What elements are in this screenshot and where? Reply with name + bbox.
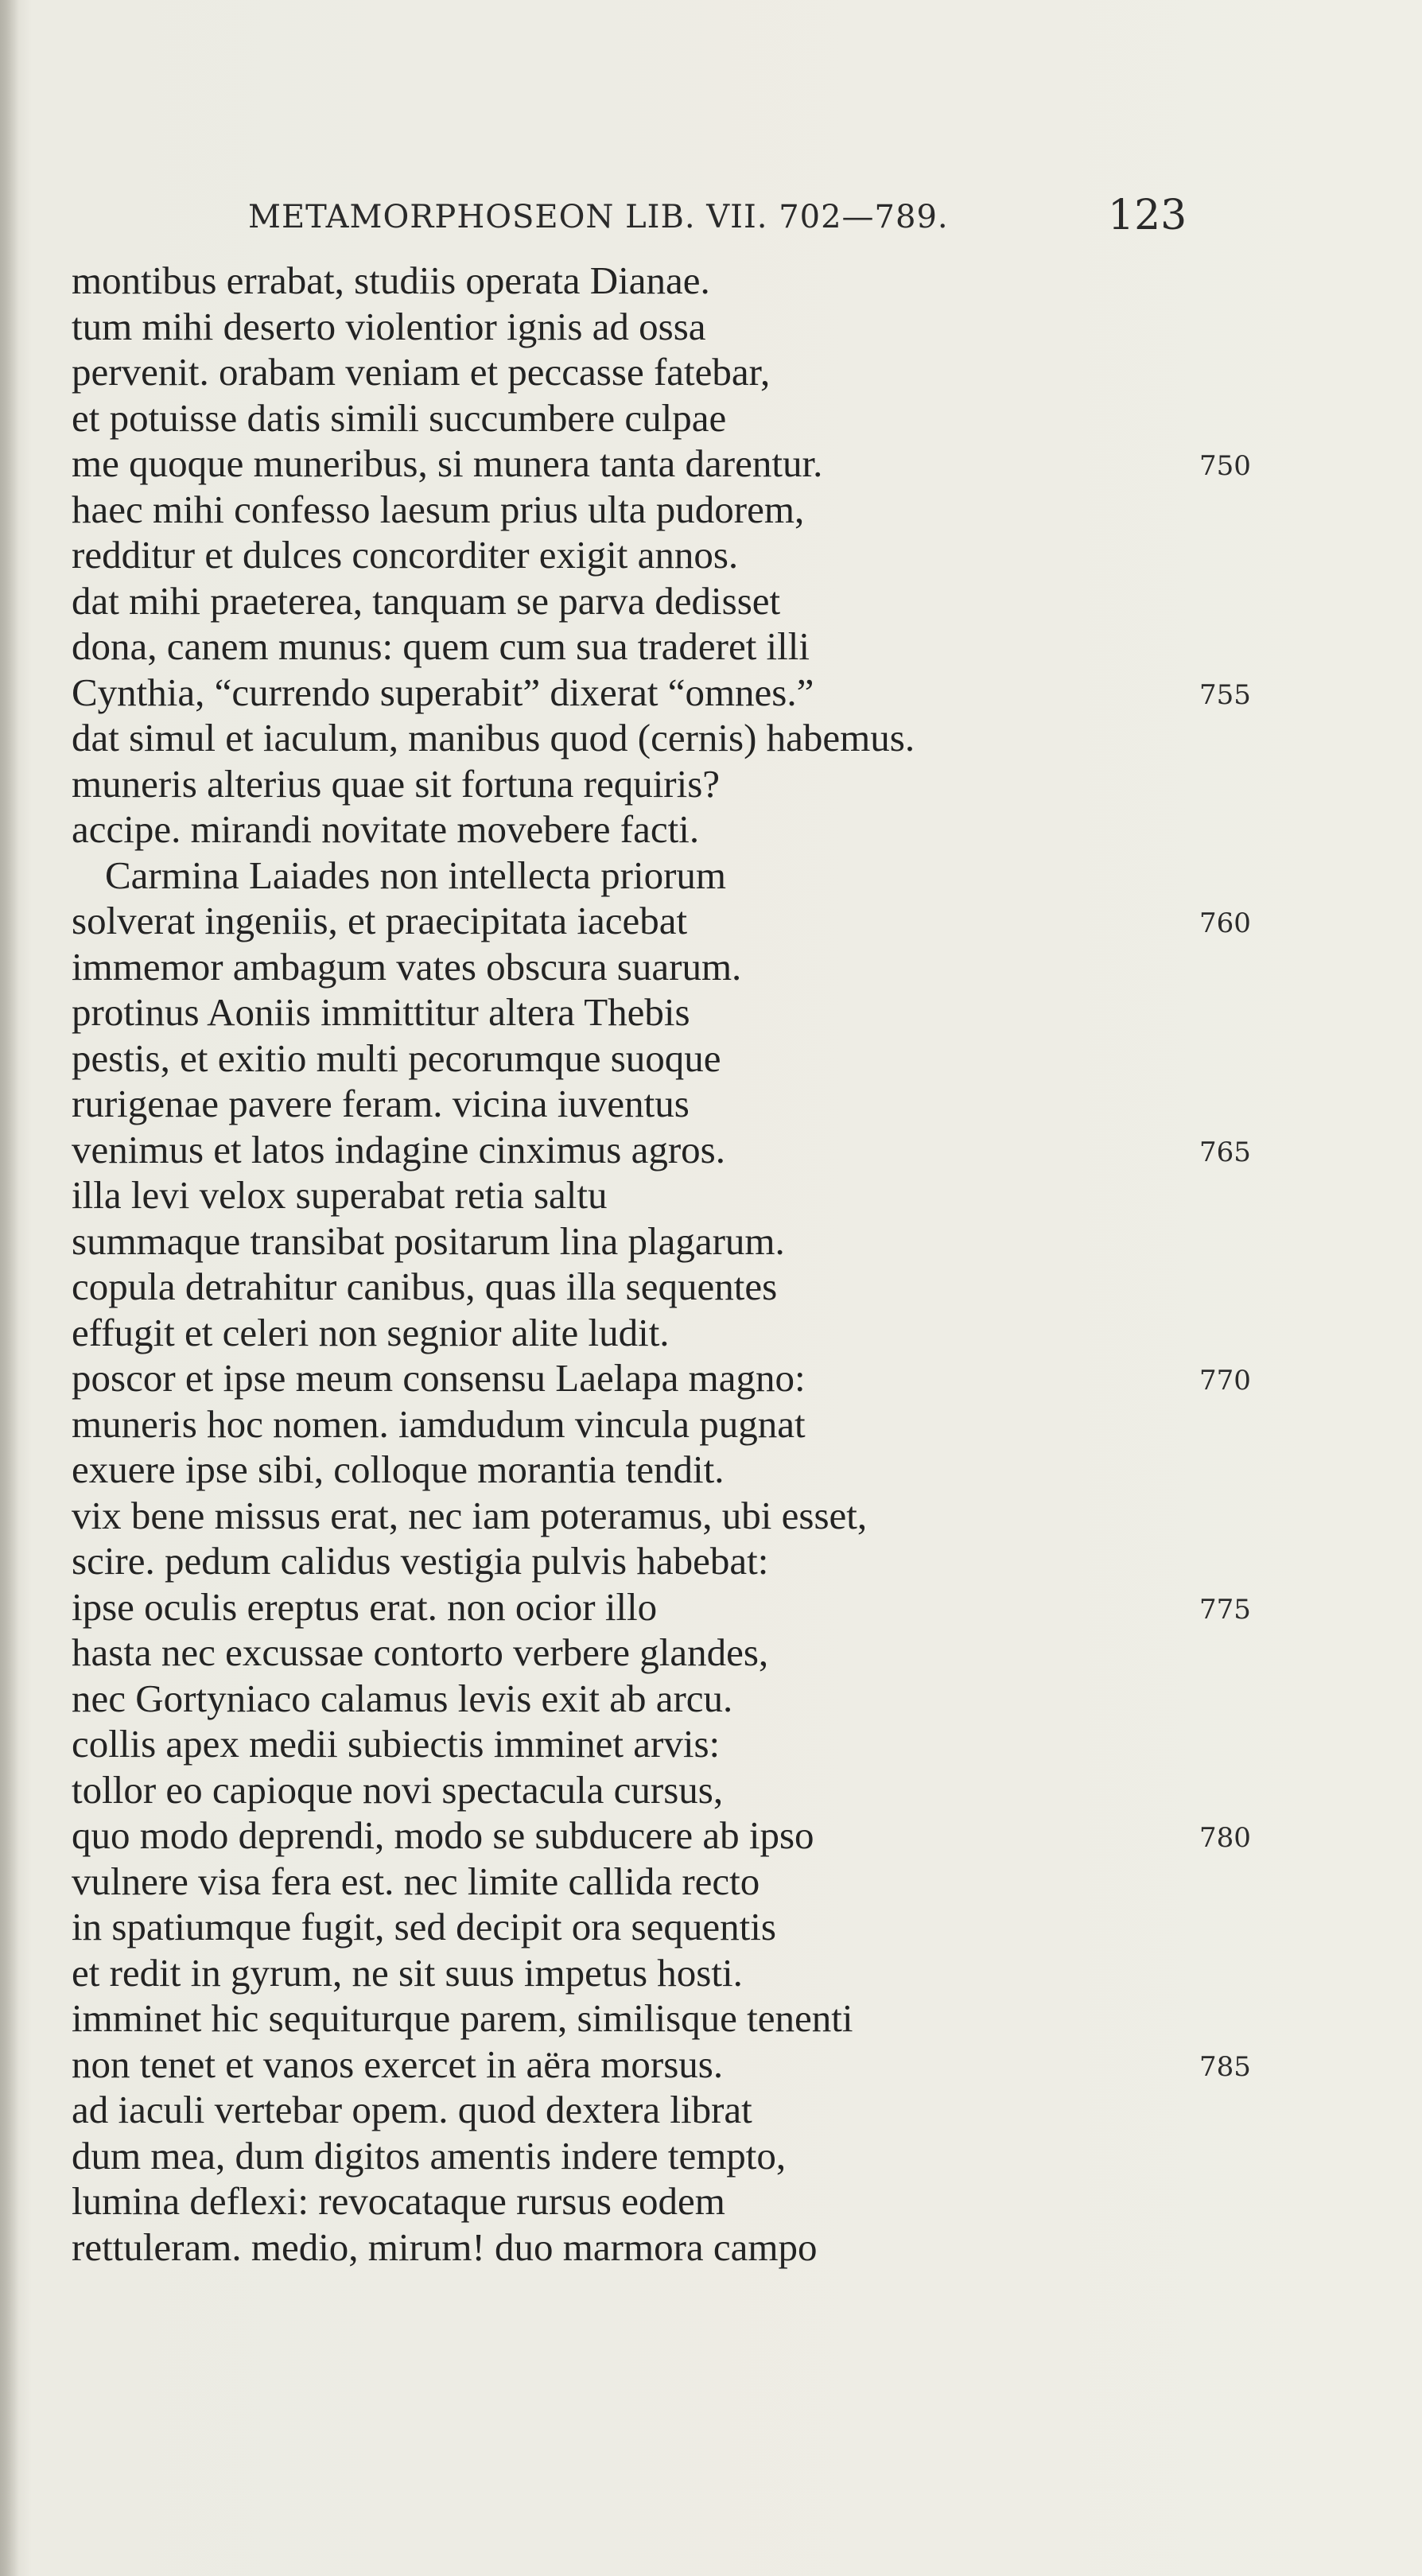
verse-line <box>72 1538 1249 1584</box>
line-number: 770 <box>1199 1365 1251 1397</box>
page-number: 123 <box>1108 192 1187 239</box>
verse-line <box>72 624 1249 670</box>
verse-text: muneris alterius quae sit fortuna requiris? <box>72 761 721 806</box>
gutter-shadow <box>0 0 19 2576</box>
verse-text: non tenet et vanos exercet in aëra morsus. <box>72 2042 724 2086</box>
verse-text: immemor ambagum vates obscura suarum. <box>72 944 742 989</box>
verse-line <box>72 441 1249 487</box>
verse-line-indented <box>72 853 1249 899</box>
verse-line <box>72 2178 1249 2224</box>
verse-line <box>72 1995 1249 2042</box>
verse-text: summaque transibat positarum lina plagarum. <box>72 1218 785 1263</box>
verse-text: rurigenae pavere feram. vicina iuventus <box>72 1082 690 1125</box>
page-header <box>0 189 1422 245</box>
verse-line <box>72 349 1249 395</box>
verse-line <box>72 578 1249 624</box>
verse-text: vix bene missus erat, nec iam poteramus, ubi esset, <box>72 1493 868 1537</box>
verse-line <box>72 1035 1249 1082</box>
verse-text: et potuisse datis simili succumbere culpae <box>72 395 727 440</box>
verse-text: nec Gortyniaco calamus levis exit ab arcu. <box>72 1676 733 1720</box>
verse-line <box>72 1904 1249 1950</box>
verse-line <box>72 1127 1249 1173</box>
verse-line <box>72 898 1249 944</box>
verse-line <box>72 1721 1249 1767</box>
verse-text: lumina deflexi: revocataque rursus eodem <box>72 2179 725 2223</box>
line-number: 780 <box>1199 1822 1251 1854</box>
verse-line <box>72 989 1249 1035</box>
verse-line <box>72 1355 1249 1401</box>
verse-line <box>72 2224 1249 2271</box>
verse-line <box>72 532 1249 578</box>
verse-text: copula detrahitur canibus, quas illa sequentes <box>72 1265 778 1308</box>
verse-text: exuere ipse sibi, colloque morantia tendit. <box>72 1447 725 1491</box>
verse-line <box>72 1767 1249 1813</box>
verse-line <box>72 487 1249 533</box>
verse-line <box>72 1218 1249 1265</box>
verse-line <box>72 1310 1249 1356</box>
verse-line <box>72 715 1249 761</box>
verse-line <box>72 806 1249 853</box>
verse-line <box>72 1081 1249 1127</box>
verse-line <box>72 1813 1249 1859</box>
verse-text: tum mihi deserto violentior ignis ad ossa <box>72 304 706 348</box>
verse-line <box>72 395 1249 441</box>
verse-line <box>72 2087 1249 2133</box>
verse-text: collis apex medii subiectis imminet arvis: <box>72 1722 721 1766</box>
verse-text: haec mihi confesso laesum prius ulta pudorem, <box>72 487 805 531</box>
verse-text: ad iaculi vertebar opem. quod dextera librat <box>72 2088 752 2131</box>
verse-text: hasta nec excussae contorto verbere glandes, <box>72 1630 769 1674</box>
verse-line <box>72 670 1249 716</box>
verse-text: dat simul et iaculum, manibus quod (cernis) habemus. <box>72 716 915 760</box>
verse-line <box>72 1859 1249 1905</box>
verse-text: dona, canem munus: quem cum sua traderet illi <box>72 624 810 668</box>
verse-text: effugit et celeri non segnior alite ludit. <box>72 1310 670 1354</box>
verse-line <box>72 1447 1249 1493</box>
running-head: METAMORPHOSEON LIB. VII. 702—789. <box>248 199 949 235</box>
verse-text: redditur et dulces concorditer exigit annos. <box>72 533 739 577</box>
verse-line <box>72 1401 1249 1447</box>
verse-line <box>72 258 1249 304</box>
line-number: 785 <box>1199 2050 1251 2083</box>
verse-text: scire. pedum calidus vestigia pulvis habebat: <box>72 1539 769 1583</box>
verse-text: accipe. mirandi novitate movebere facti. <box>72 807 700 851</box>
verse-text: dum mea, dum digitos amentis indere tempto, <box>72 2133 787 2178</box>
line-number: 750 <box>1199 450 1251 482</box>
verse-text: pestis, et exitio multi pecorumque suoque <box>72 1035 721 1080</box>
verse-text: montibus errabat, studiis operata Dianae. <box>72 258 710 302</box>
verse-text: poscor et ipse meum consensu Laelapa magno: <box>72 1356 806 1400</box>
verse-text: Cynthia, “currendo superabit” dixerat “omnes.” <box>72 670 814 714</box>
verse-text: ipse oculis ereptus erat. non ocior illo <box>72 1584 658 1629</box>
verse-line <box>72 1950 1249 1996</box>
verse-line <box>72 1264 1249 1310</box>
verse-text: tollor eo capioque novi spectacula cursus, <box>72 1767 724 1812</box>
verse-text: Carmina Laiades non intellecta priorum <box>105 853 727 897</box>
verse-line <box>72 761 1249 807</box>
verse-text: vulnere visa fera est. nec limite callida recto <box>72 1859 760 1903</box>
verse-line <box>72 2133 1249 2179</box>
verse-line <box>72 1584 1249 1630</box>
verse-line <box>72 1493 1249 1539</box>
verse-text: illa levi velox superabat retia saltu <box>72 1173 608 1217</box>
line-number: 760 <box>1199 907 1251 939</box>
verse-text: me quoque muneribus, si munera tanta darentur. <box>72 441 823 485</box>
verse-text: pervenit. orabam veniam et peccasse fatebar, <box>72 350 771 394</box>
verse-line <box>72 1630 1249 1676</box>
verse-text: quo modo deprendi, modo se subducere ab ipso <box>72 1813 814 1857</box>
verse-text: muneris hoc nomen. iamdudum vincula pugnat <box>72 1401 806 1446</box>
verse-line <box>72 2042 1249 2088</box>
verse-line <box>72 1172 1249 1218</box>
verse-line <box>72 304 1249 350</box>
verse-block <box>72 258 1249 2270</box>
verse-text: imminet hic sequiturque parem, similisque tenenti <box>72 1996 853 2040</box>
verse-text: in spatiumque fugit, sed decipit ora sequentis <box>72 1905 776 1949</box>
verse-line <box>72 1676 1249 1722</box>
verse-text: solverat ingeniis, et praecipitata iacebat <box>72 899 688 942</box>
verse-text: dat mihi praeterea, tanquam se parva dedisset <box>72 578 781 623</box>
verse-line <box>72 944 1249 990</box>
verse-text: protinus Aoniis immittitur altera Thebis <box>72 990 690 1034</box>
verse-text: rettuleram. medio, mirum! duo marmora campo <box>72 2224 818 2269</box>
verse-text: venimus et latos indagine cinximus agros. <box>72 1127 725 1171</box>
verse-text: et redit in gyrum, ne sit suus impetus hosti. <box>72 1950 743 1995</box>
line-number: 755 <box>1199 678 1251 711</box>
line-number: 765 <box>1199 1136 1251 1168</box>
line-number: 775 <box>1199 1593 1251 1626</box>
